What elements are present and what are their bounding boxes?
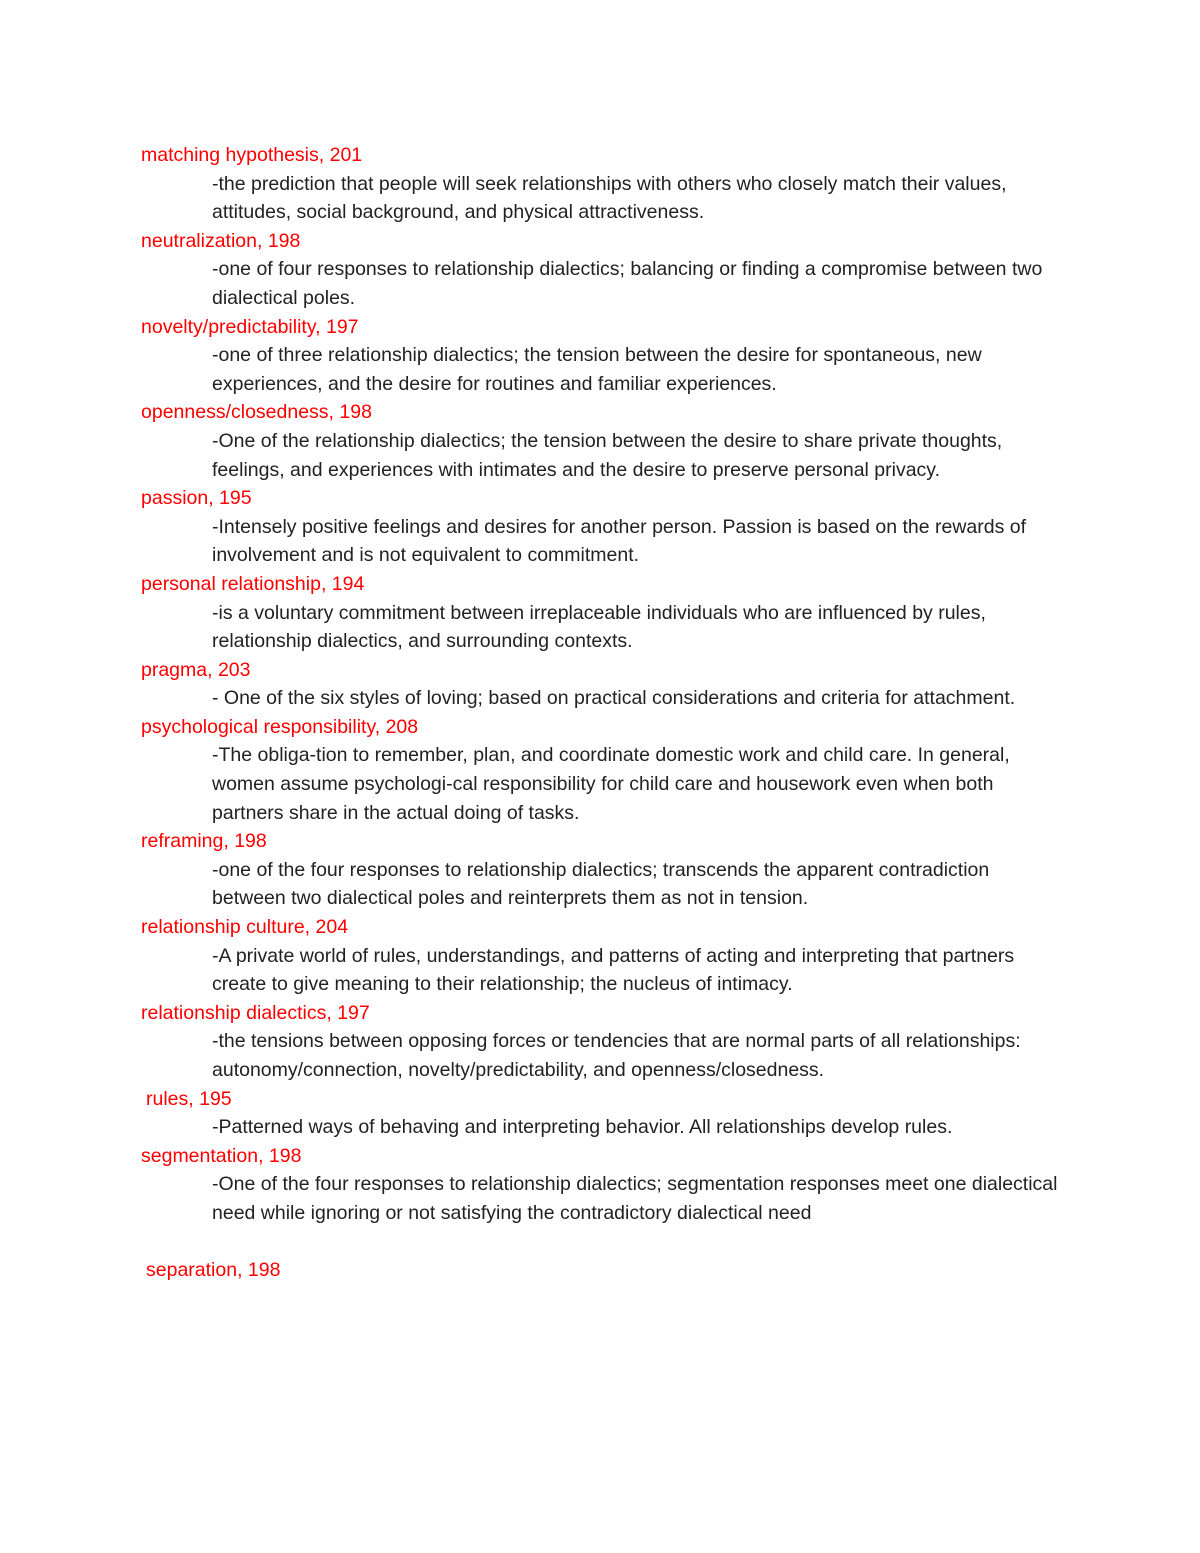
glossary-definition: -One of the four responses to relationship dialectics; segmentation responses meet one dialectical need while ignoring or not satisfying the contradictory dialectical need: [212, 1173, 1058, 1224]
glossary-term: relationship culture, 204: [141, 916, 349, 939]
glossary-term: pragma, 203: [141, 658, 251, 681]
glossary-term: passion, 195: [141, 487, 252, 510]
glossary-entry: [0, 398, 1200, 484]
glossary-entry: [0, 484, 1200, 570]
glossary-term: neutralization, 198: [141, 229, 301, 252]
glossary-definition: -A private world of rules, understandings, and patterns of acting and interpreting that partners create to give meaning to their relationship; the nucleus of intimacy.: [212, 944, 1015, 996]
glossary-entry: [0, 227, 1200, 313]
glossary-entry: [0, 1142, 1200, 1228]
glossary-entry: [0, 656, 1200, 713]
blank-line: [0, 1228, 1200, 1257]
glossary-term: personal relationship, 194: [141, 572, 365, 595]
glossary-definition: -one of the four responses to relationship dialectics; transcends the apparent contradiction between two dialectical poles and reinterprets them as not in tension.: [212, 858, 990, 910]
glossary-definition: -one of four responses to relationship dialectics; balancing or finding a compromise between two dialectical poles.: [212, 258, 1043, 309]
glossary-entry: [0, 713, 1200, 827]
glossary-entry: [0, 999, 1200, 1085]
glossary-definition: -The obliga-tion to remember, plan, and coordinate domestic work and child care. In general, women assume psychologi-cal responsibility for child care and housework even when both partners share in the actual doing of tasks.: [212, 744, 1010, 824]
glossary-term: separation, 198: [146, 1259, 281, 1282]
glossary-term: novelty/predictability, 197: [141, 315, 359, 338]
glossary-entry: [0, 1085, 1200, 1142]
glossary-definition: - One of the six styles of loving; based on practical considerations and criteria for attachment.: [212, 687, 1016, 710]
glossary-term: relationship dialectics, 197: [141, 1001, 370, 1024]
glossary-term: rules, 195: [146, 1087, 232, 1110]
glossary-definition: -One of the relationship dialectics; the tension between the desire to share private thoughts, feelings, and experiences with intimates and the desire to preserve personal privacy.: [212, 429, 1003, 481]
glossary-definition: -one of three relationship dialectics; the tension between the desire for spontaneous, new experiences, and the desire for routines and familiar experiences.: [212, 344, 982, 395]
glossary-definition: -the prediction that people will seek relationships with others who closely match their values, attitudes, social background, and physical attractiveness.: [212, 172, 1007, 224]
glossary-term: matching hypothesis, 201: [141, 144, 363, 166]
glossary-definition: -is a voluntary commitment between irreplaceable individuals who are influenced by rules, relationship dialectics, and surrounding contexts.: [212, 601, 986, 653]
glossary-entry: [0, 141, 1200, 227]
glossary-definition: -Intensely positive feelings and desires for another person. Passion is based on the rewards of involvement and is not equivalent to commitment.: [212, 515, 1027, 567]
glossary-term: openness/closedness, 198: [141, 401, 372, 424]
glossary-definition: -the tensions between opposing forces or tendencies that are normal parts of all relationships: autonomy/connection, novelty/predictability, and openness/closedness.: [212, 1030, 1021, 1081]
glossary-entry: [0, 570, 1200, 656]
glossary-term: reframing, 198: [141, 830, 267, 853]
glossary-entry: [0, 1256, 1200, 1285]
glossary-definition: -Patterned ways of behaving and interpreting behavior. All relationships develop rules.: [212, 1116, 953, 1139]
glossary-entry: [0, 827, 1200, 913]
glossary-entry: [0, 313, 1200, 399]
glossary-entry: [0, 913, 1200, 999]
glossary-term: segmentation, 198: [141, 1144, 302, 1167]
glossary-term: psychological responsibility, 208: [141, 715, 419, 738]
